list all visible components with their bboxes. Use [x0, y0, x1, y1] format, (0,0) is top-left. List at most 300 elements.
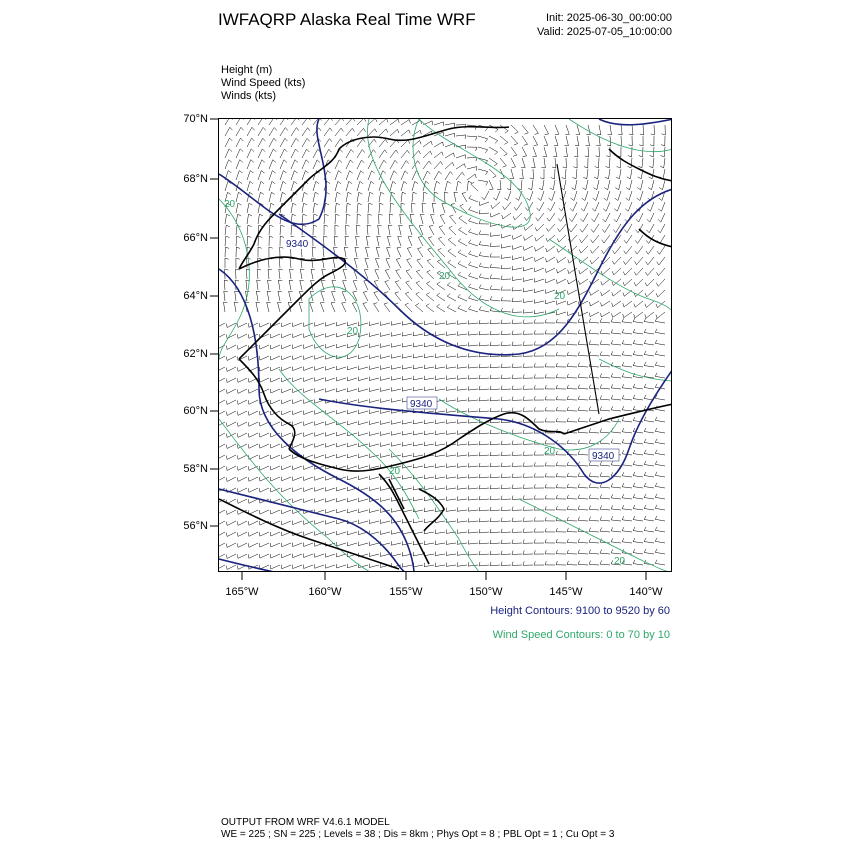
wind-barb — [479, 463, 489, 467]
wind-barb — [534, 385, 544, 389]
wind-barb — [377, 236, 381, 246]
wind-barb — [374, 303, 380, 312]
wind-barb — [225, 247, 229, 257]
wind-barb — [369, 443, 379, 447]
wind-barb — [258, 247, 262, 257]
wind-barb — [589, 561, 599, 565]
wind-barb — [282, 345, 292, 349]
wind-barb — [291, 203, 296, 213]
wind-barb — [423, 192, 427, 202]
wind-barb — [655, 329, 665, 334]
wind-barb — [589, 550, 599, 554]
wind-barb — [556, 550, 566, 554]
wind-barb — [346, 171, 353, 180]
wind-barb — [545, 539, 555, 543]
wind-barb — [326, 333, 336, 337]
wind-barb — [523, 341, 533, 345]
wind-barb — [236, 119, 244, 125]
wind-barb — [596, 136, 600, 146]
wind-barb — [424, 475, 434, 479]
wind-barb — [423, 151, 432, 158]
wind-barb — [423, 141, 432, 147]
wind-barb — [335, 225, 339, 235]
wind-barb — [384, 303, 390, 312]
wind-barb — [413, 365, 423, 369]
wind-barb — [439, 226, 445, 235]
wind-barb — [556, 495, 566, 499]
wind-barb — [391, 343, 401, 347]
wind-barb — [446, 563, 456, 567]
wind-barb — [633, 362, 643, 367]
wind-barb — [358, 377, 368, 381]
wind-barb — [434, 142, 443, 147]
wind-barb — [655, 395, 665, 400]
wind-barb — [290, 258, 294, 268]
wind-barb — [437, 304, 445, 312]
wind-barb — [390, 171, 397, 180]
wind-barb — [282, 466, 292, 470]
wind-barb — [501, 331, 511, 335]
wind-barb — [469, 273, 479, 279]
wind-barb — [412, 171, 419, 180]
wind-barb — [355, 247, 359, 257]
wind-barb — [512, 364, 522, 368]
wind-barb — [611, 483, 621, 488]
wind-barb — [500, 125, 508, 133]
wind-barb — [385, 270, 390, 280]
wind-barb — [490, 320, 500, 324]
wind-barb — [304, 488, 314, 492]
wind-barb — [655, 450, 665, 455]
wind-barb — [408, 237, 412, 247]
wind-barb — [422, 203, 426, 213]
wind-barb — [335, 160, 342, 169]
wind-barb — [335, 119, 344, 125]
wind-barb — [579, 246, 588, 253]
wind-barb — [662, 125, 666, 135]
wind-barb — [260, 554, 270, 558]
wind-barb — [347, 465, 357, 469]
wind-barb — [490, 364, 500, 368]
model-footer-title: OUTPUT FROM WRF V4.6.1 MODEL — [221, 817, 390, 828]
wind-barb — [326, 553, 336, 557]
wind-barb — [280, 181, 286, 191]
wind-barb — [413, 563, 423, 567]
wind-barb — [271, 532, 281, 536]
wind-barb — [611, 362, 621, 367]
wind-barb — [396, 270, 401, 279]
wind-barb — [644, 450, 654, 455]
wind-barb — [633, 329, 643, 334]
wind-barb — [479, 386, 489, 390]
wind-barb — [534, 374, 544, 378]
wind-barb — [247, 214, 252, 224]
wind-barb — [622, 395, 632, 400]
wind-barb — [556, 451, 566, 455]
wind-barb — [293, 477, 303, 481]
wind-barb — [260, 455, 270, 459]
wind-barb — [544, 125, 549, 135]
lon-label: 145°W — [549, 586, 583, 598]
wind-barb — [457, 353, 467, 357]
wind-barb — [660, 158, 665, 168]
wind-barb — [603, 202, 610, 211]
svg-text:9340: 9340 — [592, 451, 615, 462]
wind-barb — [567, 407, 577, 411]
wind-barb — [622, 505, 632, 510]
wind-barb — [227, 543, 237, 548]
wind-barb — [247, 149, 254, 158]
wind-barb — [633, 505, 643, 510]
wind-barb — [600, 363, 610, 368]
lat-label: 64°N — [183, 290, 208, 302]
wind-barb — [401, 192, 406, 202]
wind-barb — [634, 312, 643, 318]
wind-barb — [545, 385, 555, 389]
wind-barb — [313, 181, 319, 191]
wind-barb — [478, 147, 488, 153]
wind-barb — [545, 363, 555, 367]
wind-barb — [622, 318, 632, 323]
wind-barb — [513, 235, 523, 239]
wind-barb — [282, 411, 292, 415]
wind-barb — [311, 269, 315, 279]
wind-barb — [271, 400, 281, 404]
wind-barb — [501, 265, 511, 269]
wind-barb — [413, 497, 423, 501]
wind-barb — [389, 214, 393, 224]
wind-barb — [534, 289, 544, 293]
wind-barb — [580, 224, 588, 232]
wind-barb — [282, 565, 292, 569]
wind-barb — [304, 466, 314, 470]
wind-barb — [469, 207, 478, 214]
wind-barb — [446, 387, 456, 391]
wind-barb — [578, 440, 588, 444]
wind-barb — [269, 119, 277, 125]
wind-barb — [282, 554, 292, 558]
wind-barb — [429, 226, 434, 236]
wind-barb — [478, 136, 488, 142]
wind-barb — [501, 364, 511, 368]
wind-barb — [434, 181, 440, 191]
wind-barb — [629, 125, 633, 135]
wind-barb — [578, 517, 588, 521]
wind-barb — [624, 246, 632, 254]
wind-barb — [647, 202, 654, 211]
wind-barb — [556, 561, 566, 565]
wind-barb — [633, 560, 643, 565]
wind-barb — [633, 527, 643, 532]
wind-barb — [535, 278, 545, 282]
wind-barb — [611, 384, 621, 389]
wind-barb — [337, 366, 347, 370]
wind-barb — [304, 433, 314, 437]
wind-barb — [534, 517, 544, 521]
wind-barb — [611, 538, 621, 543]
wind-barb — [567, 374, 577, 378]
wind-barb — [567, 418, 577, 422]
wind-barb — [446, 420, 456, 424]
wind-barb — [457, 430, 467, 434]
wind-barb — [335, 171, 342, 180]
wind-barb — [379, 129, 388, 136]
wind-barb — [604, 191, 610, 201]
wind-barb — [391, 530, 401, 534]
wind-barb — [522, 125, 528, 134]
wind-barb — [260, 345, 270, 349]
wind-barb — [467, 157, 477, 161]
wind-barb — [574, 147, 578, 157]
wind-barb — [367, 225, 371, 235]
wind-barb — [572, 180, 578, 190]
wind-barb — [238, 466, 248, 470]
wind-barb — [655, 362, 665, 367]
wind-barb — [523, 363, 533, 367]
wind-barb — [504, 191, 511, 200]
wind-barb — [363, 292, 368, 302]
wind-barb — [219, 532, 225, 537]
wind-barb — [435, 563, 445, 567]
wind-barb — [238, 334, 248, 338]
wind-barb — [249, 488, 259, 492]
wind-barb — [535, 268, 545, 272]
wind-barb — [358, 520, 368, 524]
wind-barb — [579, 279, 588, 285]
wind-barb — [468, 551, 478, 555]
wind-barb — [406, 270, 412, 279]
wind-barb — [644, 417, 654, 422]
wind-barb — [659, 180, 665, 190]
wind-barb — [600, 550, 610, 555]
wind-barb — [655, 472, 665, 477]
wind-barb — [600, 330, 610, 335]
lat-label: 62°N — [183, 348, 208, 360]
wind-barb — [534, 451, 544, 455]
wind-barb — [304, 345, 314, 349]
wind-barb — [479, 285, 489, 290]
wind-barb — [380, 332, 390, 336]
wind-barb — [655, 439, 665, 444]
wind-barb — [357, 128, 366, 136]
wind-barb — [644, 505, 654, 510]
wind-barb — [247, 181, 253, 191]
wind-barb — [490, 485, 500, 489]
wind-barb — [219, 444, 225, 449]
wind-barb — [545, 352, 555, 356]
wind-barb — [282, 488, 292, 492]
wind-barb — [479, 210, 489, 214]
wind-barb — [324, 128, 332, 136]
wind-barb — [479, 485, 489, 489]
wind-barb — [293, 554, 303, 558]
wind-barb — [556, 462, 566, 466]
wind-barb — [293, 389, 303, 393]
wind-barb — [601, 268, 610, 275]
wind-barb — [416, 270, 423, 279]
wind-barb — [357, 214, 361, 224]
wind-barb — [555, 125, 559, 135]
wind-barb — [512, 540, 522, 544]
wind-barb — [282, 367, 292, 371]
wind-barb — [269, 171, 276, 180]
wind-barb — [534, 310, 544, 314]
wind-barb — [491, 213, 501, 217]
wind-barb — [576, 125, 580, 135]
wind-barb — [391, 398, 401, 402]
wind-barb — [489, 136, 498, 143]
wind-barb — [227, 554, 237, 559]
wind-barb — [538, 191, 544, 201]
wind-barb — [458, 272, 467, 279]
wind-barb — [479, 252, 489, 257]
wind-barb — [282, 334, 292, 338]
wind-barb — [583, 169, 588, 179]
wind-barb — [219, 389, 225, 394]
wind-barb — [457, 463, 467, 467]
wind-speed-contours — [219, 119, 672, 572]
wind-barb — [368, 214, 372, 224]
wind-barb — [600, 319, 610, 324]
wind-barb — [522, 147, 527, 157]
wind-barb — [227, 411, 237, 416]
wind-barb — [567, 495, 577, 499]
wind-barb — [523, 517, 533, 521]
wind-barb — [324, 181, 330, 191]
wind-barb — [468, 331, 478, 335]
wind-barb — [357, 181, 363, 191]
wind-barb — [600, 473, 610, 478]
wind-barb — [447, 305, 456, 312]
wind-barb — [257, 280, 261, 290]
wind-barb — [644, 318, 654, 323]
wind-barb — [391, 387, 401, 391]
wind-barb — [346, 214, 350, 224]
wind-barb — [447, 294, 456, 302]
wind-barb — [315, 344, 325, 348]
wind-barb — [578, 396, 588, 400]
wind-barb — [644, 538, 654, 543]
wind-barb — [545, 407, 555, 411]
wind-barb — [545, 330, 555, 334]
wind-barb — [249, 356, 259, 360]
wind-barb — [369, 476, 379, 480]
wind-barb — [600, 341, 610, 346]
wind-barb — [618, 125, 622, 135]
wind-barb — [600, 385, 610, 390]
wind-barb — [605, 169, 610, 179]
wind-barb — [633, 439, 643, 444]
wind-barb — [513, 245, 523, 249]
wind-barb — [315, 553, 325, 557]
wind-barb — [546, 235, 555, 242]
wind-barb — [601, 301, 610, 306]
wind-barb — [380, 519, 390, 523]
wind-barb — [304, 411, 314, 415]
wind-barb — [533, 136, 538, 146]
wind-barb — [326, 377, 336, 381]
wind-barb — [279, 258, 283, 268]
wind-barb — [271, 345, 281, 349]
wind-barb — [304, 323, 314, 327]
wind-barb — [293, 323, 303, 327]
wind-barb — [282, 510, 292, 514]
wind-barb — [460, 204, 467, 213]
wind-barb — [423, 161, 431, 169]
wind-barb — [437, 293, 445, 301]
wind-barb — [479, 496, 489, 500]
wind-barb — [446, 486, 456, 490]
wind-barb — [545, 495, 555, 499]
wind-barb — [615, 191, 621, 201]
wind-barb — [227, 510, 237, 515]
wind-barb — [249, 477, 259, 481]
wind-barb — [468, 507, 478, 511]
wind-barb — [593, 191, 599, 201]
wind-barb — [657, 246, 665, 254]
wind-barb — [395, 281, 401, 290]
wind-barb — [468, 540, 478, 544]
wind-barb — [258, 160, 265, 169]
wind-barb — [358, 399, 368, 403]
wind-barb — [611, 439, 621, 444]
wind-barb — [557, 257, 566, 263]
wind-barb — [479, 452, 489, 456]
wind-barb — [347, 355, 357, 359]
wind-barb — [501, 518, 511, 522]
wind-barb — [326, 531, 336, 535]
wind-barb — [578, 330, 588, 334]
wind-barb — [219, 400, 225, 405]
wind-barb — [656, 290, 665, 297]
wind-barb — [446, 376, 456, 380]
wind-barb — [501, 562, 511, 566]
wind-barb — [405, 303, 412, 312]
wind-barb — [399, 225, 403, 235]
wind-barb — [368, 171, 375, 180]
wind-barb — [479, 408, 489, 412]
wind-barb — [268, 258, 272, 268]
wind-barb — [589, 495, 599, 499]
wind-barb — [315, 333, 325, 337]
wind-barb — [291, 171, 298, 180]
wind-barb — [435, 486, 445, 490]
wind-barb — [369, 388, 379, 392]
wind-barb — [502, 234, 512, 238]
wind-barb — [260, 488, 270, 492]
wind-barb — [343, 269, 347, 279]
lat-label: 70°N — [183, 113, 208, 125]
wind-barb — [523, 506, 533, 510]
wind-barb — [280, 236, 284, 246]
wind-barb — [556, 396, 566, 400]
wind-barb — [655, 549, 665, 554]
wind-barb — [409, 226, 413, 236]
wind-barb — [337, 498, 347, 502]
wind-barb — [424, 442, 434, 446]
wind-barb — [260, 510, 270, 514]
height-contour-label — [407, 397, 437, 410]
wind-barb — [468, 353, 478, 357]
wind-barb — [649, 158, 654, 168]
wind-barb — [590, 301, 599, 306]
wind-barb — [347, 454, 357, 458]
wind-barb — [602, 224, 610, 233]
wind-barb — [658, 213, 665, 222]
wind-barb — [645, 301, 654, 308]
wind-barb — [545, 473, 555, 477]
wind-barb — [260, 367, 270, 371]
